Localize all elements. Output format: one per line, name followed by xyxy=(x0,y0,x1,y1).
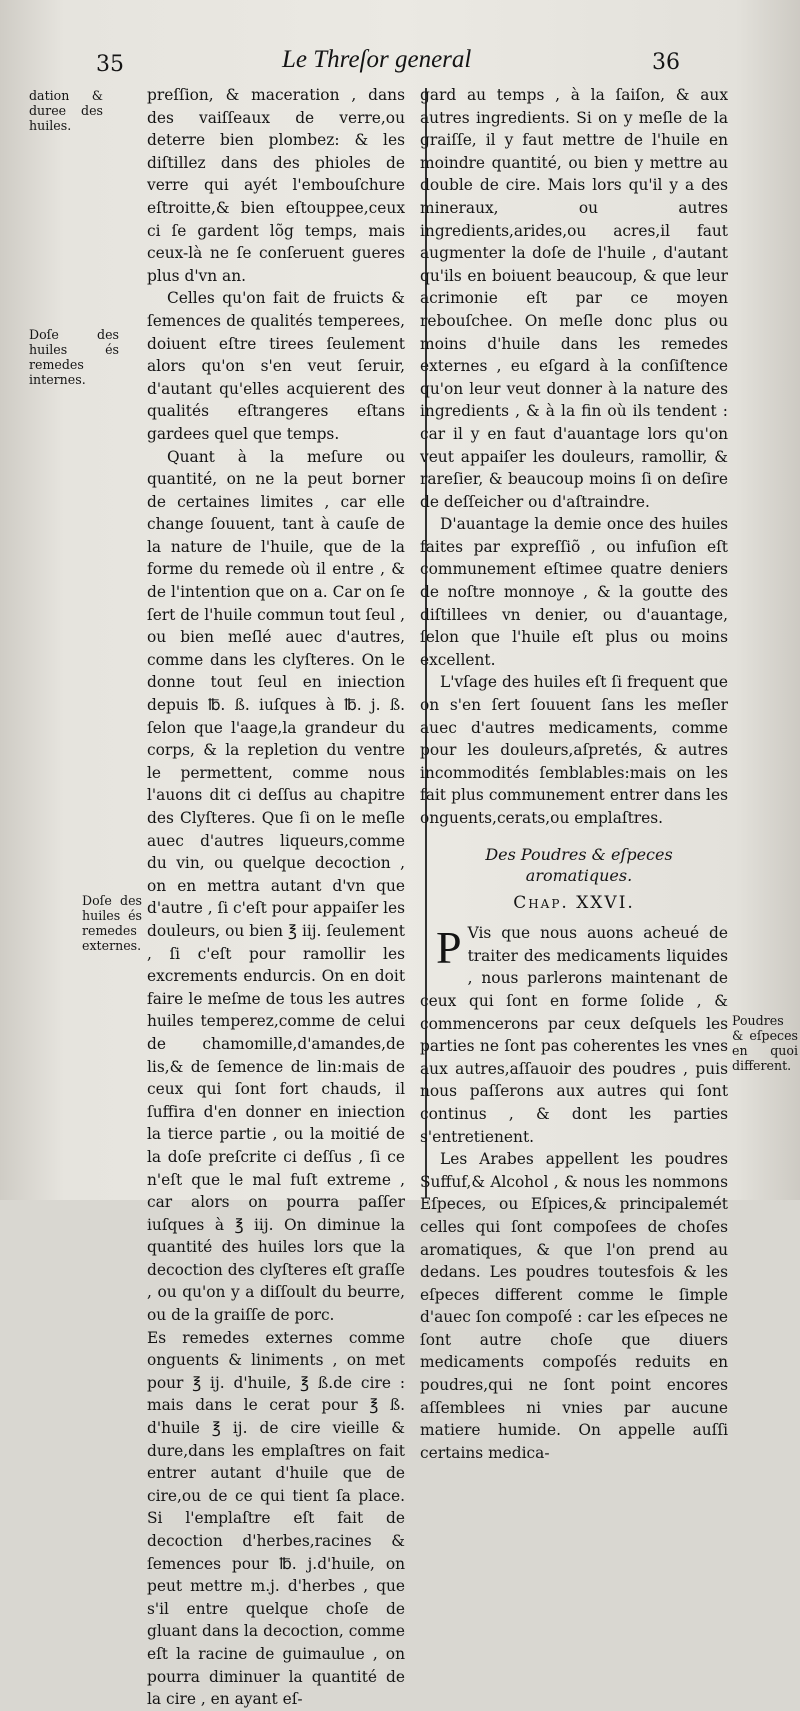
drop-cap: P xyxy=(436,922,462,974)
paragraph: D'auantage la demie once des huiles faites par expreſſiõ , ou infuſion eſt communement eſtimee quatre deniers de noſtre monnoye , & la goutte des diſtillees vn denier, ou d'auantage, ſelon que l'huile eſt plus ou moins excellent. xyxy=(420,515,728,669)
paragraph: L'vſage des huiles eſt ſi frequent que on s'en ſert ſouuent ſans les meſler auec d'autres medicaments, comme pour les douleurs,aſpretés, & autres incommodités ſemblables:mais on les fait plus communement entrer dans les onguents,cerats,ou emplaſtres. xyxy=(420,673,728,827)
paragraph: gard au temps , à la ſaiſon, & aux autres ingredients. Si on y meſle de la graiſſe, il y faut mettre de l'huile en moindre quantité, ou bien y mettre au double de cire. Mais lors qu'il y a des mineraux, ou autres ingredients,arides,ou acres,il faut augmenter la doſe de l'huile , d'autant qu'ils en boiuent beaucoup, & que leur acrimonie eſt par ce moyen rebouſchee. On meſle donc plus ou moins d'huile dans les remedes externes , eu eſgard à la conſiſtence qu'on leur veut donner à la nature des ingredients , & à la fin où ils tendent : car il y en faut d'auantage lors qu'on veut appaiſer les douleurs, ramollir, & rareſier, & beaucoup moins ſi on deſire de deſſeicher ou d'aſtraindre. xyxy=(420,86,728,511)
right-column xyxy=(420,84,728,1464)
page-header xyxy=(0,40,800,80)
running-title: Le Threſor general xyxy=(282,46,472,73)
section-title: Des Poudres & eſpeces aromatiques. xyxy=(485,844,673,885)
page-number-left: 35 xyxy=(96,52,124,77)
margin-note: Poudres & eſpeces en quoi different. xyxy=(732,1013,798,1073)
chapter-heading: Chap. XXVI. xyxy=(513,892,635,913)
margin-note: dation & duree des huiles. xyxy=(29,88,103,133)
paragraph: Quant à la meſure ou quantité, on ne la peut borner de certaines limites , car elle change ſouuent, tant à cauſe de la nature de l'huile, que de la forme du remede où il entre , & de l'intention que on a. Car on ſe ſert de l'huile commun tout ſeul , ou bien meſlé auec d'autres, comme dans les clyſteres. On le donne tout ſeul en iniection depuis ℔. ß. iuſques à ℔. j. ß. ſelon que l'aage,la grandeur du corps, & la repletion du ventre le permettent, comme nous l'auons dit ci deſſus au chapitre des Clyſteres. Que ſi on le meſle auec d'autres liqueurs,comme du vin, ou quelque decoction , on en mettra autant d'vn que d'autre , ſi c'eſt pour appaiſer les douleurs, ou bien ℥ iij. ſeulement , ſi c'eſt pour ramollir les excrements endurcis. On en doit faire le meſme de tous les autres huiles temperez,comme de celui de chamomille,d'amandes,de lis,& de ſemence de lin:mais de ceux qui ſont fort chauds, il ſuffira d'en donner en iniection la tierce partie , ou la moitié de la doſe preſcrite ci deſſus , ſi ce n'eſt que le mal fuſt extreme , car alors on pourra paſſer iuſques à ℥ iij. On diminue la quantité des huiles lors que la decoction des clyſteres eſt graſſe , ou qu'on y a diſſoult du beurre, ou de la graiſſe de porc. xyxy=(147,447,405,1325)
margin-note: Doſe des huiles és remedes externes. xyxy=(82,893,142,953)
paragraph: preſſion, & maceration , dans des vaiſſeaux de verre,ou deterre bien plombez: & les diſtillez dans des phioles de verre qui ayét l'embouſchure eſtroitte,& bien eſtouppee,ceux ci ſe gardent lõg temps, mais ceux-là ne ſe conſeruent gueres plus d'vn an. xyxy=(147,86,405,285)
paragraph-text: Vis que nous auons acheué de traiter des medicaments liquides , nous parlerons maintenant de ceux qui ſont en forme ſolide , & commencerons par ceux deſquels les parties ne ſont pas coherentes les vnes aux autres,aſſauoir des poudres , puis nous paſſerons aux autres qui ſont continus , & dont les parties s'entretienent. xyxy=(420,924,728,1146)
margin-note: Doſe des huiles és remedes internes. xyxy=(29,327,119,387)
paragraph xyxy=(420,922,728,1148)
paragraph: Es remedes externes comme onguents & liniments , on met pour ℥ ij. d'huile, ℥ ß.de cire : mais dans le cerat pour ℥ ß. d'huile ℥ ij. de cire vieille & dure,dans les emplaſtres on fait entrer autant d'huile que de cire,ou de ce qui tient ſa place. Si l'emplaſtre eſt fait de decoction d'herbes,racines & ſemences pour ℔. j.d'huile, on peut mettre m.j. d'herbes , que s'il entre quelque choſe de gluant dans la decoction, comme eſt la racine de guimaulue , on pourra diminuer la quantité de la cire , en ayant eſ- xyxy=(147,1328,405,1709)
paragraph: Les Arabes appellent les poudres Suffuf,& Alcohol , & nous les nommons Eſpeces, ou Eſpices,& principalemét celles qui ſont compoſees de choſes aromatiques, & que l'on prend au dedans. Les poudres toutesfois & les eſpeces different comme le ſimple d'auec ſon compoſé : car les eſpeces ne ſont autre choſe que diuers medicaments compoſés reduits en poudres,qui ne ſont point encores aſſemblees ni vnies par aucune matiere humide. On appelle auſſi certains medica- xyxy=(420,1150,728,1462)
paragraph: Celles qu'on fait de fruicts & ſemences de qualités temperees, doiuent eſtre tirees ſeulement alors qu'on s'en veut ſeruir, d'autant qu'elles acquierent des qualités eſtrangeres eſtans gardees quel que temps. xyxy=(147,289,405,443)
page-number-right: 36 xyxy=(652,50,680,75)
left-column xyxy=(147,84,405,1711)
